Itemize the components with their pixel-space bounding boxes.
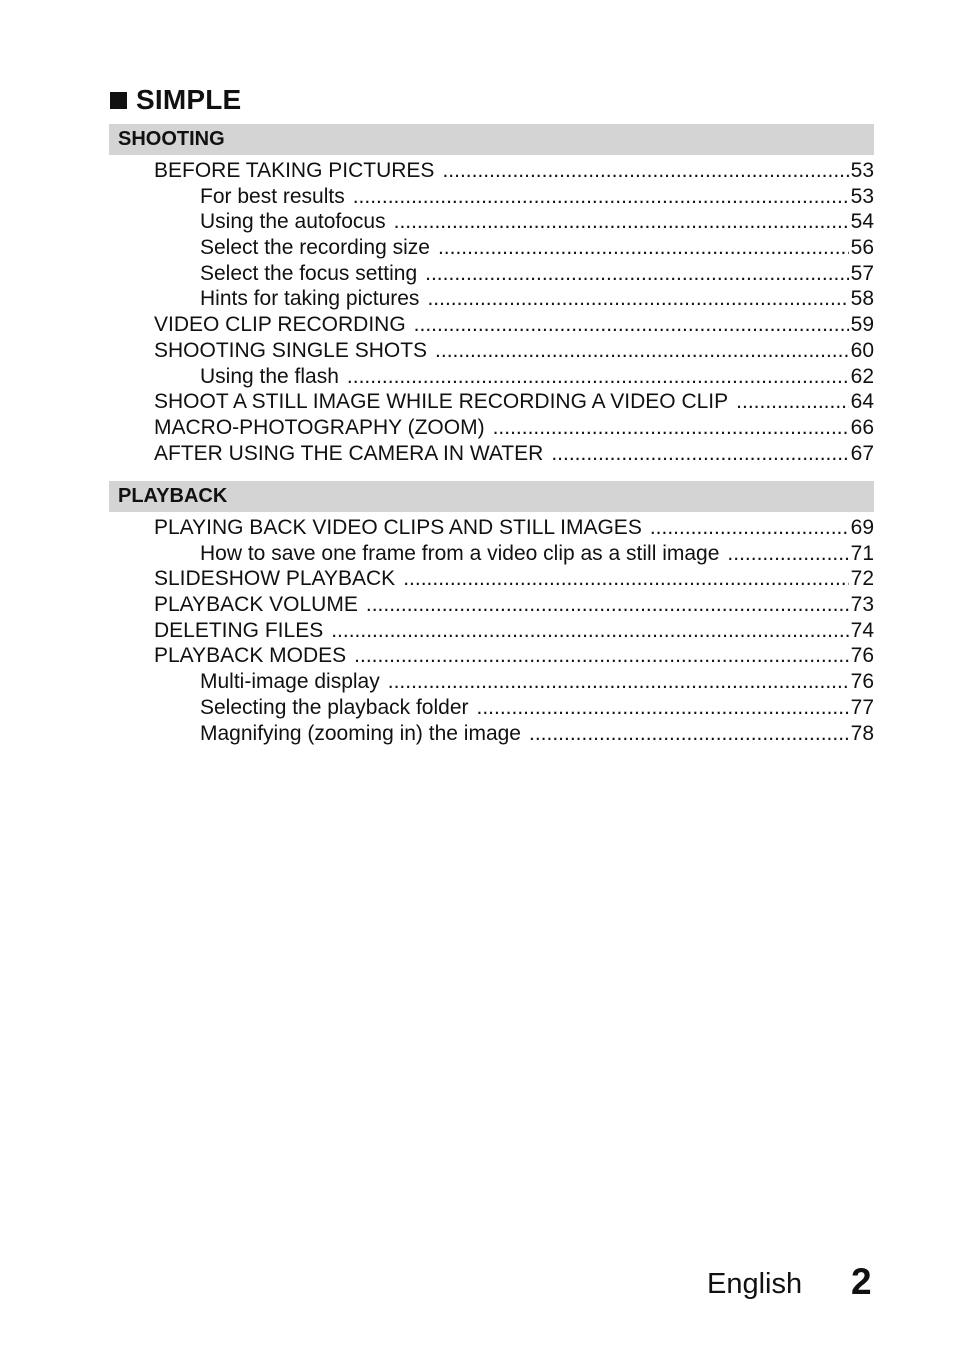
- toc-entry-page: 78: [850, 721, 874, 745]
- toc-entry[interactable]: [109, 643, 874, 669]
- toc-entry[interactable]: [109, 441, 874, 467]
- toc-entry[interactable]: [109, 541, 874, 567]
- toc-entry-title: DELETING FILES: [154, 618, 324, 642]
- toc-entry-page: 59: [850, 313, 874, 337]
- toc-entry-page: 57: [850, 261, 874, 285]
- dot-leader: [414, 312, 849, 338]
- toc-entry[interactable]: [109, 515, 874, 541]
- toc-entry[interactable]: [109, 286, 874, 312]
- black-square-icon: [110, 92, 127, 109]
- dot-leader: [529, 721, 849, 747]
- toc-entry-title: Select the recording size: [200, 236, 430, 260]
- footer-page-number: 2: [851, 1261, 872, 1302]
- toc-entry-page: 58: [850, 287, 874, 311]
- toc-entry-title: PLAYBACK MODES: [154, 644, 347, 668]
- footer-language: English: [707, 1268, 803, 1300]
- dot-leader: [353, 184, 849, 210]
- toc-entry-title: SHOOTING SINGLE SHOTS: [154, 338, 428, 362]
- toc-entry-title: SHOOT A STILL IMAGE WHILE RECORDING A VIDEO CLIP: [154, 390, 729, 414]
- toc-entry-page: 60: [850, 338, 874, 362]
- toc-entry-page: 53: [850, 159, 874, 182]
- toc-entry-title: Selecting the playback folder: [200, 695, 469, 719]
- toc-entry[interactable]: [109, 618, 874, 644]
- toc-entry-page: 74: [850, 618, 874, 642]
- page-heading: [110, 84, 241, 116]
- toc-entry[interactable]: [109, 566, 874, 592]
- section-playback: [109, 481, 874, 746]
- toc-entry-title: Using the autofocus: [200, 210, 386, 234]
- dot-leader: [438, 235, 849, 261]
- dot-leader: [727, 541, 848, 567]
- toc-entry-page: 56: [850, 236, 874, 260]
- dot-leader: [435, 338, 849, 364]
- toc-entry-page: 76: [850, 670, 874, 694]
- toc-entry-title: PLAYBACK VOLUME: [154, 593, 358, 617]
- toc-entry-page: 72: [850, 567, 874, 591]
- page-heading-label: SIMPLE: [136, 84, 242, 115]
- toc-entry-title: Using the flash: [200, 364, 339, 388]
- section-shooting: [109, 124, 874, 466]
- toc-entry[interactable]: [109, 312, 874, 338]
- dot-leader: [427, 286, 848, 312]
- toc-entry-title: PLAYING BACK VIDEO CLIPS AND STILL IMAGES: [154, 516, 642, 539]
- dot-leader: [366, 592, 849, 618]
- dot-leader: [331, 618, 848, 644]
- toc-entry[interactable]: [109, 235, 874, 261]
- toc-entry-title: MACRO-PHOTOGRAPHY (ZOOM): [154, 415, 485, 439]
- toc-entry-title: SLIDESHOW PLAYBACK: [154, 567, 396, 591]
- toc-entry-title: Select the focus setting: [200, 261, 418, 285]
- toc-entry[interactable]: [109, 721, 874, 747]
- toc-entry-title: For best results: [200, 184, 345, 208]
- section-title: PLAYBACK: [109, 481, 874, 512]
- toc-entry-page: 76: [850, 644, 874, 668]
- toc-entry-title: BEFORE TAKING PICTURES: [154, 159, 435, 182]
- dot-leader: [650, 515, 849, 541]
- toc-entry[interactable]: [109, 184, 874, 210]
- toc-entry-page: 64: [850, 390, 874, 414]
- dot-leader: [736, 389, 848, 415]
- toc-entry-page: 69: [850, 516, 874, 539]
- toc-entry-page: 62: [850, 364, 874, 388]
- toc-entry-title: Multi-image display: [200, 670, 380, 694]
- toc-entry-page: 54: [850, 210, 874, 234]
- toc-entry[interactable]: [109, 158, 874, 184]
- toc-entry-title: VIDEO CLIP RECORDING: [154, 313, 406, 337]
- toc-entry-page: 71: [850, 541, 874, 565]
- dot-leader: [442, 158, 848, 184]
- dot-leader: [551, 441, 848, 467]
- toc-entry[interactable]: [109, 261, 874, 287]
- toc-entry-page: 67: [850, 441, 874, 465]
- toc-entry-page: 73: [850, 593, 874, 617]
- toc-entry-title: How to save one frame from a video clip as a still image: [200, 541, 720, 565]
- dot-leader: [493, 415, 849, 441]
- toc-entry[interactable]: [109, 364, 874, 390]
- toc-entry[interactable]: [109, 695, 874, 721]
- dot-leader: [388, 669, 849, 695]
- dot-leader: [354, 643, 848, 669]
- toc-entry[interactable]: [109, 669, 874, 695]
- toc-entry[interactable]: [109, 415, 874, 441]
- dot-leader: [403, 566, 848, 592]
- section-title: SHOOTING: [109, 124, 874, 155]
- toc-entry-page: 53: [850, 184, 874, 208]
- dot-leader: [347, 364, 849, 390]
- toc-entry-page: 77: [850, 695, 874, 719]
- dot-leader: [394, 209, 849, 235]
- toc-entry-title: AFTER USING THE CAMERA IN WATER: [154, 441, 544, 465]
- toc-entry[interactable]: [109, 338, 874, 364]
- toc-entry-page: 66: [850, 415, 874, 439]
- toc-entry-title: Magnifying (zooming in) the image: [200, 721, 521, 745]
- dot-leader: [425, 261, 849, 287]
- toc-entry[interactable]: [109, 389, 874, 415]
- dot-leader: [477, 695, 849, 721]
- toc-entry[interactable]: [109, 592, 874, 618]
- toc-entry-title: Hints for taking pictures: [200, 287, 420, 311]
- toc-entry[interactable]: [109, 209, 874, 235]
